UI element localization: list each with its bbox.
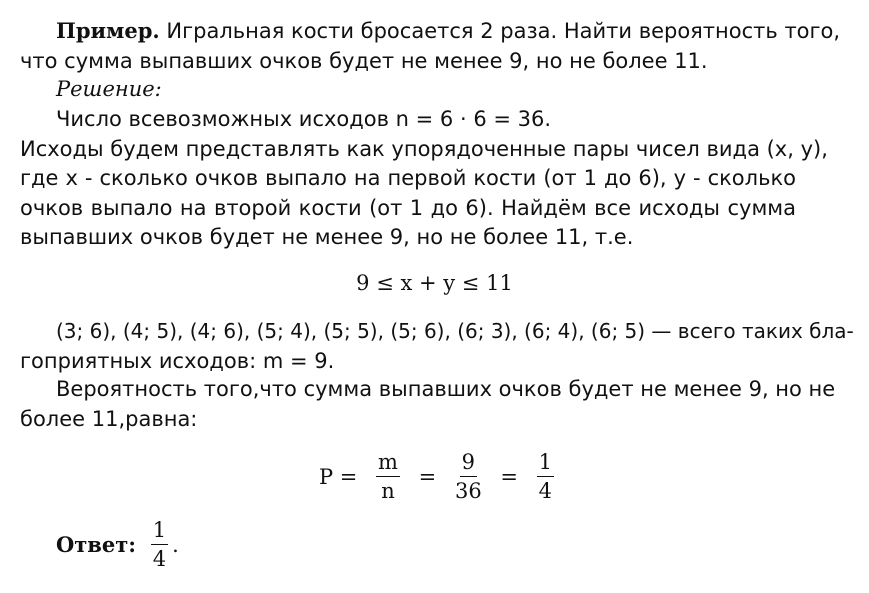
probability-text-2: более 11,равна: [20,407,198,431]
probability-text-1: Вероятность того,что сумма выпавших очков будет не менее 9, но не [56,377,836,401]
example-line-2: что сумма выпавших очков будет не менее 9, но не более 11. [20,49,708,73]
formula-lhs: P = [318,464,358,489]
answer-fraction [151,518,168,571]
answer-label: Ответ: [56,532,137,557]
fraction-9-36 [455,450,482,503]
inequality: 9 ≤ x + y ≤ 11 [356,271,513,295]
paragraph-line-4: выпавших очков будет не менее 9, но не более 11, т.е. [20,225,634,249]
fraction-result-denominator: 4 [538,479,553,503]
pairs-line-1: (3; 6), (4; 5), (4; 6), (5; 4), (5; 5), (5; 6), (6; 3), (6; 4), (6; 5) — всего таких бла- [56,319,854,343]
example-text-1: Игральная кости бросается 2 раза. Найти вероятность того, [166,19,841,43]
answer [56,518,179,571]
fraction-n: n [381,479,395,503]
answer-numerator: 1 [151,518,168,545]
fraction-numerator-9: 9 [460,450,477,477]
answer-dot: . [172,532,179,557]
pairs-line-2: гоприятных исходов: m = 9. [20,349,335,373]
outcomes-count: Число всевозможных исходов n = 6 · 6 = 36. [56,107,552,131]
example-label: Пример. [56,18,160,43]
paragraph-line-2: где x - сколько очков выпало на первой кости (от 1 до 6), y - сколько [20,166,796,190]
paragraph-line-3: очков выпало на второй кости (от 1 до 6). Найдём все исходы сумма [20,196,796,220]
paragraph-line-1: Исходы будем представлять как упорядоченные пары чисел вида (x, y), [20,137,828,161]
equals-sign-1: = [418,464,437,489]
solution-label: Решение: [56,77,162,101]
answer-denominator: 4 [152,547,167,571]
fraction-result-numerator: 1 [537,450,554,477]
equals-sign-2: = [500,464,518,489]
fraction-m-n [376,450,400,503]
fraction-1-4 [537,450,554,503]
example-line-1 [56,16,840,46]
probability-formula [0,450,869,503]
fraction-denominator-36: 36 [454,479,482,503]
fraction-m: m [376,450,400,477]
